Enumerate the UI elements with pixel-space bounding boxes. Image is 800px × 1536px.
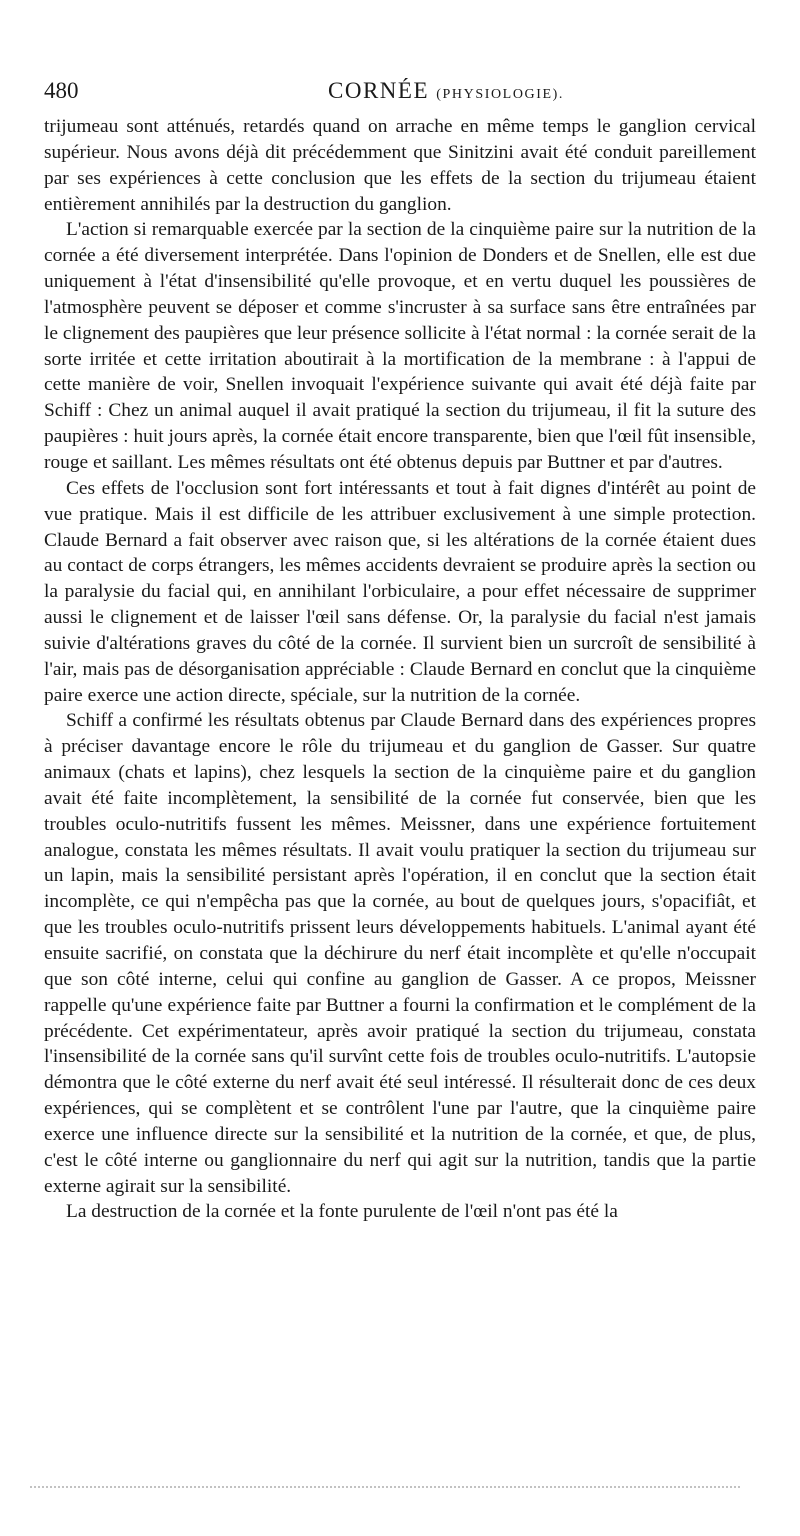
paragraph: Ces effets de l'occlusion sont fort intéressants et tout à fait dignes d'intérêt au point de vue pratique. Mais il est difficile de les attribuer exclusivement à une simple protection. Claude Bernard a fait observer avec raison que, si les altérations de la cornée étaient dues au contact de corps étrangers, les mêmes accidents devraient se produire après la section ou la paralysie du facial qui, en annihilant l'orbiculaire, a pour effet nécessaire de supprimer aussi le clignement et de laisser l'œil sans défense. Or, la paralysie du facial n'est jamais suivie d'altérations graves du côté de la cornée. Il survient bien un surcroît de sensibilité à l'air, mais pas de désorganisation appréciable : Claude Bernard en conclut que la cinquième paire exerce une action directe, spéciale, sur la nutrition de la cornée. <box>44 477 756 706</box>
footer-rule <box>30 1486 740 1490</box>
running-title-main: CORNÉE <box>328 78 429 103</box>
running-header <box>44 78 756 112</box>
running-title <box>328 78 564 104</box>
paragraph: trijumeau sont atténués, retardés quand on arrache en même temps le ganglion cervical supérieur. Nous avons déjà dit précédemment que Sinitzini avait été conduit pareillement par ses expériences à cette conclusion que les effets de la section du trijumeau étaient entièrement annihilés par la destruction du ganglion. <box>44 116 756 215</box>
running-title-subtitle: (PHYSIOLOGIE). <box>436 87 565 102</box>
paragraph: Schiff a confirmé les résultats obtenus par Claude Bernard dans des expériences propres à préciser davantage encore le rôle du trijumeau et du ganglion de Gasser. Sur quatre animaux (chats et lapins), chez lesquels la section de la cinquième paire et du ganglion avait été faite incomplètement, la sensibilité de la cornée fut conservée, bien que les troubles oculo-nutritifs fussent les mêmes. Meissner, dans une expérience fortuitement analogue, constata les mêmes résultats. Il avait voulu pratiquer la section du trijumeau sur un lapin, mais la sensibilité persistant après l'opération, il en conclut que la section était incomplète, ce qui n'empêcha pas que la cornée, au bout de quelques jours, s'opacifiât, et que les troubles oculo-nutritifs prissent leurs développements habituels. L'animal ayant été ensuite sacrifié, on constata que la déchirure du nerf était incomplète et qu'elle n'occupait que son côté interne, celui qui confine au ganglion de Gasser. A ce propos, Meissner rappelle qu'une expérience faite par Buttner a fourni la confirmation et le complément de la précédente. Cet expérimentateur, après avoir pratiqué la section du trijumeau, constata l'insensibilité de la cornée sans qu'il survînt cette fois de troubles oculo-nutritifs. L'autopsie démontra que le côté externe du nerf avait été seul intéressé. Il résulterait donc de ces deux expériences, qui se complètent et se contrôlent l'une par l'autre, que la cinquième paire exerce une influence directe sur la sensibilité et la nutrition de la cornée, et que, de plus, c'est le côté interne ou ganglionnaire du nerf qui agit sur la nutrition, tandis que la partie externe agirait sur la sensibilité. <box>44 710 756 1197</box>
page-number: 480 <box>44 78 79 103</box>
body-text <box>44 114 756 1225</box>
paragraph: La destruction de la cornée et la fonte purulente de l'œil n'ont pas été la <box>66 1201 618 1223</box>
paragraph: L'action si remarquable exercée par la section de la cinquième paire sur la nutrition de la cornée a été diversement interprétée. Dans l'opinion de Donders et de Snellen, elle est due uniquement à l'état d'insensibilité qu'elle provoque, et en vertu duquel les poussières de l'atmosphère peuvent se déposer et comme s'incruster à sa surface sans être entraînées par le clignement des paupières que leur présence sollicite à l'état normal : la cornée serait de la sorte irritée et cette irritation aboutirait à la mortification de la membrane : à l'appui de cette manière de voir, Snellen invoquait l'expérience suivante qui avait été déjà faite par Schiff : Chez un animal auquel il avait pratiqué la section du trijumeau, il fit la suture des paupières : huit jours après, la cornée était encore transparente, bien que l'œil fût insensible, rouge et saillant. Les mêmes résultats ont été obtenus depuis par Buttner et par d'autres. <box>44 219 756 473</box>
